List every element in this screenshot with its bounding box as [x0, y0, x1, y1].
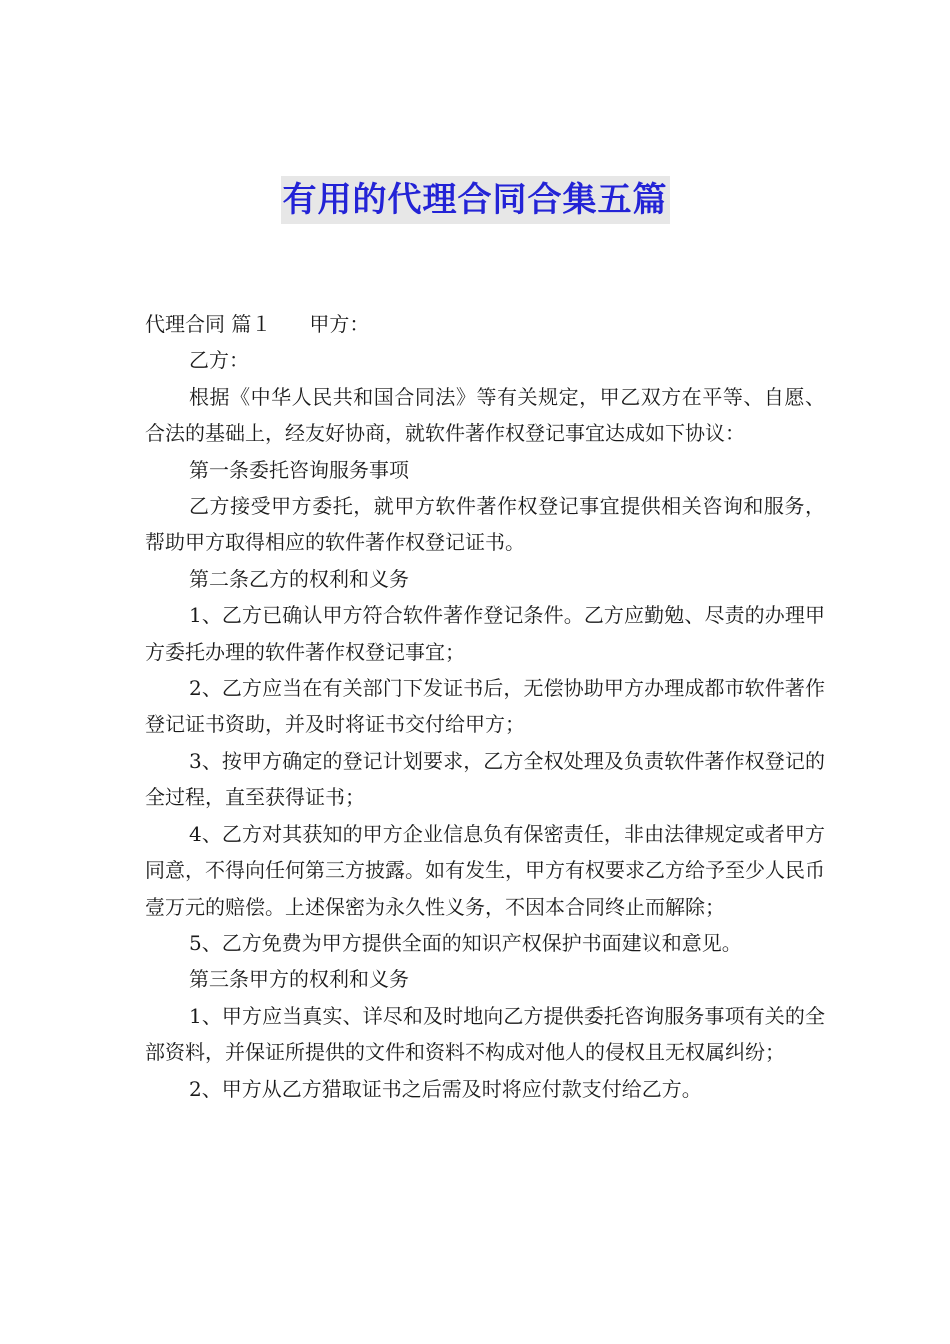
paragraph-preamble: 根据《中华人民共和国合同法》等有关规定，甲乙双方在平等、自愿、合法的基础上，经友好协商，就软件著作权登记事宜达成如下协议： — [145, 384, 825, 446]
clause-2-1: 1、乙方已确认甲方符合软件著作登记条件。乙方应勤勉、尽责的办理甲方委托办理的软件著作权登记事宜； — [145, 603, 825, 664]
heading-article-3: 第三条甲方的权利和义务 — [189, 967, 409, 992]
paragraph-article-1: 乙方接受甲方委托，就甲方软件著作权登记事宜提供相关咨询和服务，帮助甲方取得相应的软件著作权登记证书。 — [145, 494, 825, 555]
clause-2-4: 4、乙方对其获知的甲方企业信息负有保密责任，非由法律规定或者甲方同意，不得向任何第三方披露。如有发生，甲方有权要求乙方给予至少人民币壹万元的赔偿。上述保密为永久性义务，不因本合同终止而解除； — [145, 821, 825, 919]
clause-2-3: 3、按甲方确定的登记计划要求，乙方全权处理及负责软件著作权登记的全过程，直至获得证书； — [145, 748, 825, 810]
paragraph-party-b: 乙方： — [189, 348, 249, 373]
party-a-label: 甲方： — [309, 312, 370, 336]
heading-article-1: 第一条委托咨询服务事项 — [189, 457, 409, 482]
title-container — [0, 176, 950, 224]
document-body — [145, 306, 825, 1107]
clause-2-5: 5、乙方免费为甲方提供全面的知识产权保护书面建议和意见。 — [189, 930, 742, 955]
clause-3-2: 2、甲方从乙方猎取证书之后需及时将应付款支付给乙方。 — [189, 1076, 702, 1101]
section-label: 代理合同 篇１ — [145, 312, 272, 336]
clause-2-2: 2、乙方应当在有关部门下发证书后，无偿协助甲方办理成都市软件著作登记证书资助，并及时将证书交付给甲方； — [145, 676, 825, 737]
clause-3-1: 1、甲方应当真实、详尽和及时地向乙方提供委托咨询服务事项有关的全部资料，并保证所提供的文件和资料不构成对他人的侵权且无权属纠纷； — [145, 1003, 825, 1065]
heading-article-2: 第二条乙方的权利和义务 — [189, 566, 409, 591]
first-line — [145, 306, 825, 342]
document-title: 有用的代理合同合集五篇 — [281, 176, 670, 224]
